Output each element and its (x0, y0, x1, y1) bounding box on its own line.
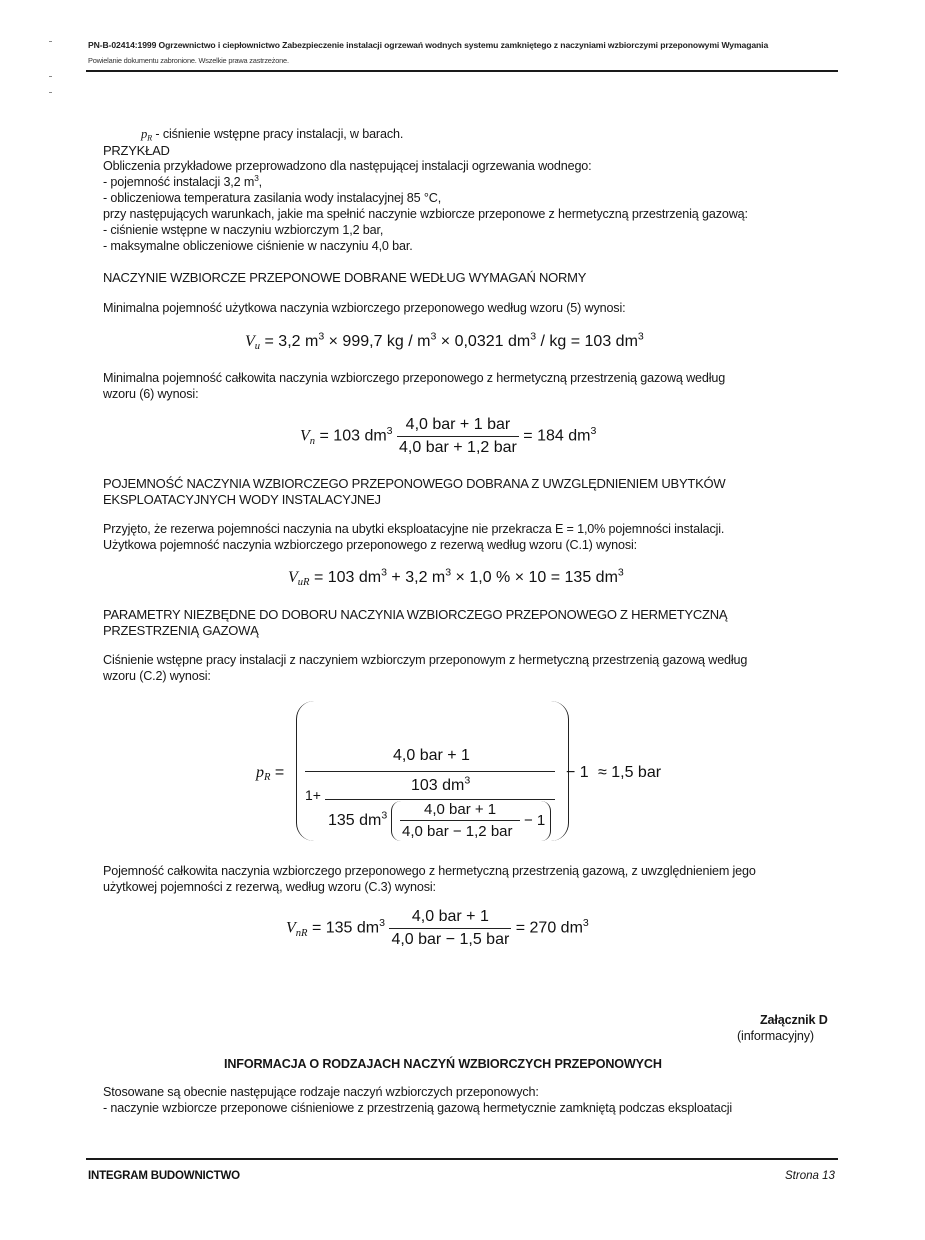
header-divider (86, 70, 838, 72)
superscript: 3 (464, 774, 471, 787)
fraction-numerator: 4,0 bar + 1 (393, 747, 470, 764)
copyright-notice: Powielanie dokumentu zabronione. Wszelkie prawa zastrzeżone. (88, 56, 289, 65)
document-header-title: PN-B-02414:1999 Ogrzewnictwo i ciepłownictwo Zabezpieczenie instalacji ogrzewań wodnych systemu zamkniętego z naczyniami wzbiorczymi przeponowymi Wymagania (88, 40, 769, 50)
eq-term: × 1,0 % × 10 = 135 dm (451, 569, 618, 586)
eq-sign: = (270, 764, 285, 781)
equation-vu (245, 330, 644, 353)
inner-left-parenthesis (391, 801, 402, 841)
fraction-numerator: 4,0 bar + 1 bar (397, 416, 519, 437)
superscript: 3 (590, 425, 597, 438)
section-heading: PARAMETRY NIEZBĘDNE DO DOBORU NACZYNIA WZBIORCZEGO PRZEPONOWEGO Z HERMETYCZNĄ (103, 607, 728, 622)
superscript: 3 (381, 809, 388, 822)
footer-publisher: INTEGRAM BUDOWNICTWO (88, 1170, 240, 1182)
superscript: 3 (637, 330, 644, 343)
superscript: 3 (582, 917, 589, 930)
eq-term: = 103 dm (315, 427, 387, 445)
eq-lhs-sub: R (264, 772, 271, 784)
annex-type: (informacyjny) (737, 1029, 814, 1043)
paragraph: użytkowej pojemności z rezerwą, według wzoru (C.3) wynosi: (103, 880, 436, 894)
superscript: 3 (430, 330, 437, 343)
eq-lhs: V (300, 427, 310, 445)
fraction-bar (325, 799, 555, 800)
section-heading: NACZYNIE WZBIORCZE PRZEPONOWE DOBRANE WEDŁUG WYMAGAŃ NORMY (103, 270, 587, 285)
fraction-denominator: 4,0 bar − 1,5 bar (391, 931, 510, 948)
inner-denominator-term (328, 809, 388, 830)
example-intro: Obliczenia przykładowe przeprowadzono dla następującej instalacji ogrzewania wodnego: (103, 159, 592, 173)
section-heading: POJEMNOŚĆ NACZYNIA WZBIORCZEGO PRZEPONOWEGO DOBRANA Z UWZGLĘDNIENIEM UBYTKÓW (103, 476, 726, 491)
section-heading: PRZESTRZENIĄ GAZOWĄ (103, 623, 259, 638)
equation-vnr (286, 908, 589, 949)
fraction-bar (400, 820, 520, 821)
inner-minus-one: − 1 (524, 812, 546, 829)
eq-lhs-sub: u (254, 341, 261, 353)
equation-vn (300, 416, 596, 457)
annex-title: INFORMACJA O RODZAJACH NACZYŃ WZBIORCZYCH PRZEPONOWYCH (224, 1057, 662, 1071)
annex-list-item: - naczynie wzbiorcze przeponowe ciśnieniowe z przestrzenią gazową hermetycznie zamkniętą podczas eksploatacji (103, 1101, 733, 1115)
eq-term: × 0,0321 dm (436, 333, 531, 350)
eq-term: × 999,7 kg / m (324, 333, 431, 350)
one-plus: 1+ (305, 787, 321, 803)
paragraph: wzoru (C.2) wynosi: (103, 669, 211, 683)
example-item: - maksymalne obliczeniowe ciśnienie w naczyniu 4,0 bar. (103, 239, 413, 253)
eq-term: + 3,2 m (386, 569, 446, 586)
symbol: p (141, 127, 148, 141)
footer-divider (86, 1158, 838, 1160)
paragraph: wzoru (6) wynosi: (103, 387, 199, 401)
eq-lhs: V (288, 569, 298, 586)
section-heading: EKSPLOATACYJNYCH WODY INSTALACYJNEJ (103, 492, 381, 507)
margin-mark (49, 92, 52, 93)
inner-fraction-numerator: 4,0 bar + 1 (424, 801, 497, 818)
symbol-subscript: R (147, 133, 153, 143)
item-end: , (258, 175, 263, 189)
superscript: 3 (386, 425, 393, 438)
fraction-numerator: 4,0 bar + 1 (389, 908, 511, 929)
equation-vur (288, 566, 624, 589)
eq-lhs-sub: n (309, 435, 316, 447)
paragraph: Ciśnienie wstępne pracy instalacji z naczyniem wzbiorczym przeponowym z hermetyczną przestrzenią gazową według (103, 653, 748, 667)
eq-result: = 270 dm (511, 919, 583, 937)
eq-lhs: V (245, 333, 255, 350)
eq-lhs-sub: uR (297, 577, 310, 589)
paragraph: Użytkowa pojemność naczynia wzbiorczego przeponowego z rezerwą według wzoru (C.1) wynosi: (103, 538, 638, 552)
minus-one: − 1 (566, 764, 589, 781)
eq-result: = 184 dm (518, 427, 591, 445)
example-item: - obliczeniowa temperatura zasilania wody instalacyjnej 85 °C, (103, 191, 442, 205)
fraction-bar (305, 771, 555, 772)
fraction (389, 908, 511, 949)
superscript: 3 (381, 566, 387, 579)
eq-term: = 3,2 m (260, 333, 319, 350)
eq-result: ≈ 1,5 bar (598, 764, 662, 781)
margin-mark (49, 41, 52, 42)
eq-term: / kg = 103 dm (536, 333, 638, 350)
definition-text: - ciśnienie wstępne pracy instalacji, w barach. (152, 127, 404, 141)
page-number: Strona 13 (785, 1170, 835, 1182)
eq-term: 103 dm (411, 777, 465, 794)
fraction (397, 416, 519, 457)
eq-term: 135 dm (328, 812, 382, 829)
superscript: 3 (617, 566, 624, 579)
paragraph: Minimalna pojemność użytkowa naczynia wzbiorczego przeponowego według wzoru (5) wynosi: (103, 301, 626, 315)
superscript: 3 (254, 172, 259, 183)
eq-lhs-group (256, 764, 284, 782)
item-text: - pojemność instalacji 3,2 m (103, 175, 255, 189)
paragraph: Przyjęto, że rezerwa pojemności naczynia na ubytki eksploatacyjne nie przekracza E = 1,0% pojemności instalacji. (103, 522, 725, 536)
paragraph: Minimalna pojemność całkowita naczynia wzbiorczego przeponowego z hermetyczną przestrzenią gazową według (103, 371, 726, 385)
example-conditions: przy następujących warunkach, jakie ma spełnić naczynie wzbiorcze przeponowe z hermetyczną przestrzenią gazową: (103, 207, 748, 221)
eq-term: = 103 dm (309, 569, 382, 586)
inner-numerator (411, 774, 471, 795)
margin-mark (49, 76, 52, 77)
example-item (103, 172, 263, 191)
eq-lhs: V (286, 919, 296, 937)
superscript: 3 (379, 917, 385, 930)
eq-term: = 135 dm (307, 919, 380, 937)
paragraph: Pojemność całkowita naczynia wzbiorczego przeponowego z hermetyczną przestrzenią gazową, z uwzględnieniem jego (103, 864, 756, 878)
superscript: 3 (445, 566, 452, 579)
fraction-denominator: 4,0 bar + 1,2 bar (399, 439, 517, 456)
example-item: - ciśnienie wstępne w naczyniu wzbiorczym 1,2 bar, (103, 223, 384, 237)
annex-label: Załącznik D (760, 1013, 828, 1027)
equation-pr (250, 695, 690, 850)
superscript: 3 (530, 330, 537, 343)
inner-fraction-denominator: 4,0 bar − 1,2 bar (402, 823, 513, 840)
superscript: 3 (318, 330, 325, 343)
example-heading: PRZYKŁAD (103, 143, 170, 158)
eq-lhs: p (256, 764, 264, 781)
definition-line (141, 127, 403, 143)
inner-right-parenthesis (540, 801, 551, 841)
eq-lhs-sub: nR (295, 927, 308, 939)
paragraph: Stosowane są obecnie następujące rodzaje naczyń wzbiorczych przeponowych: (103, 1085, 539, 1099)
